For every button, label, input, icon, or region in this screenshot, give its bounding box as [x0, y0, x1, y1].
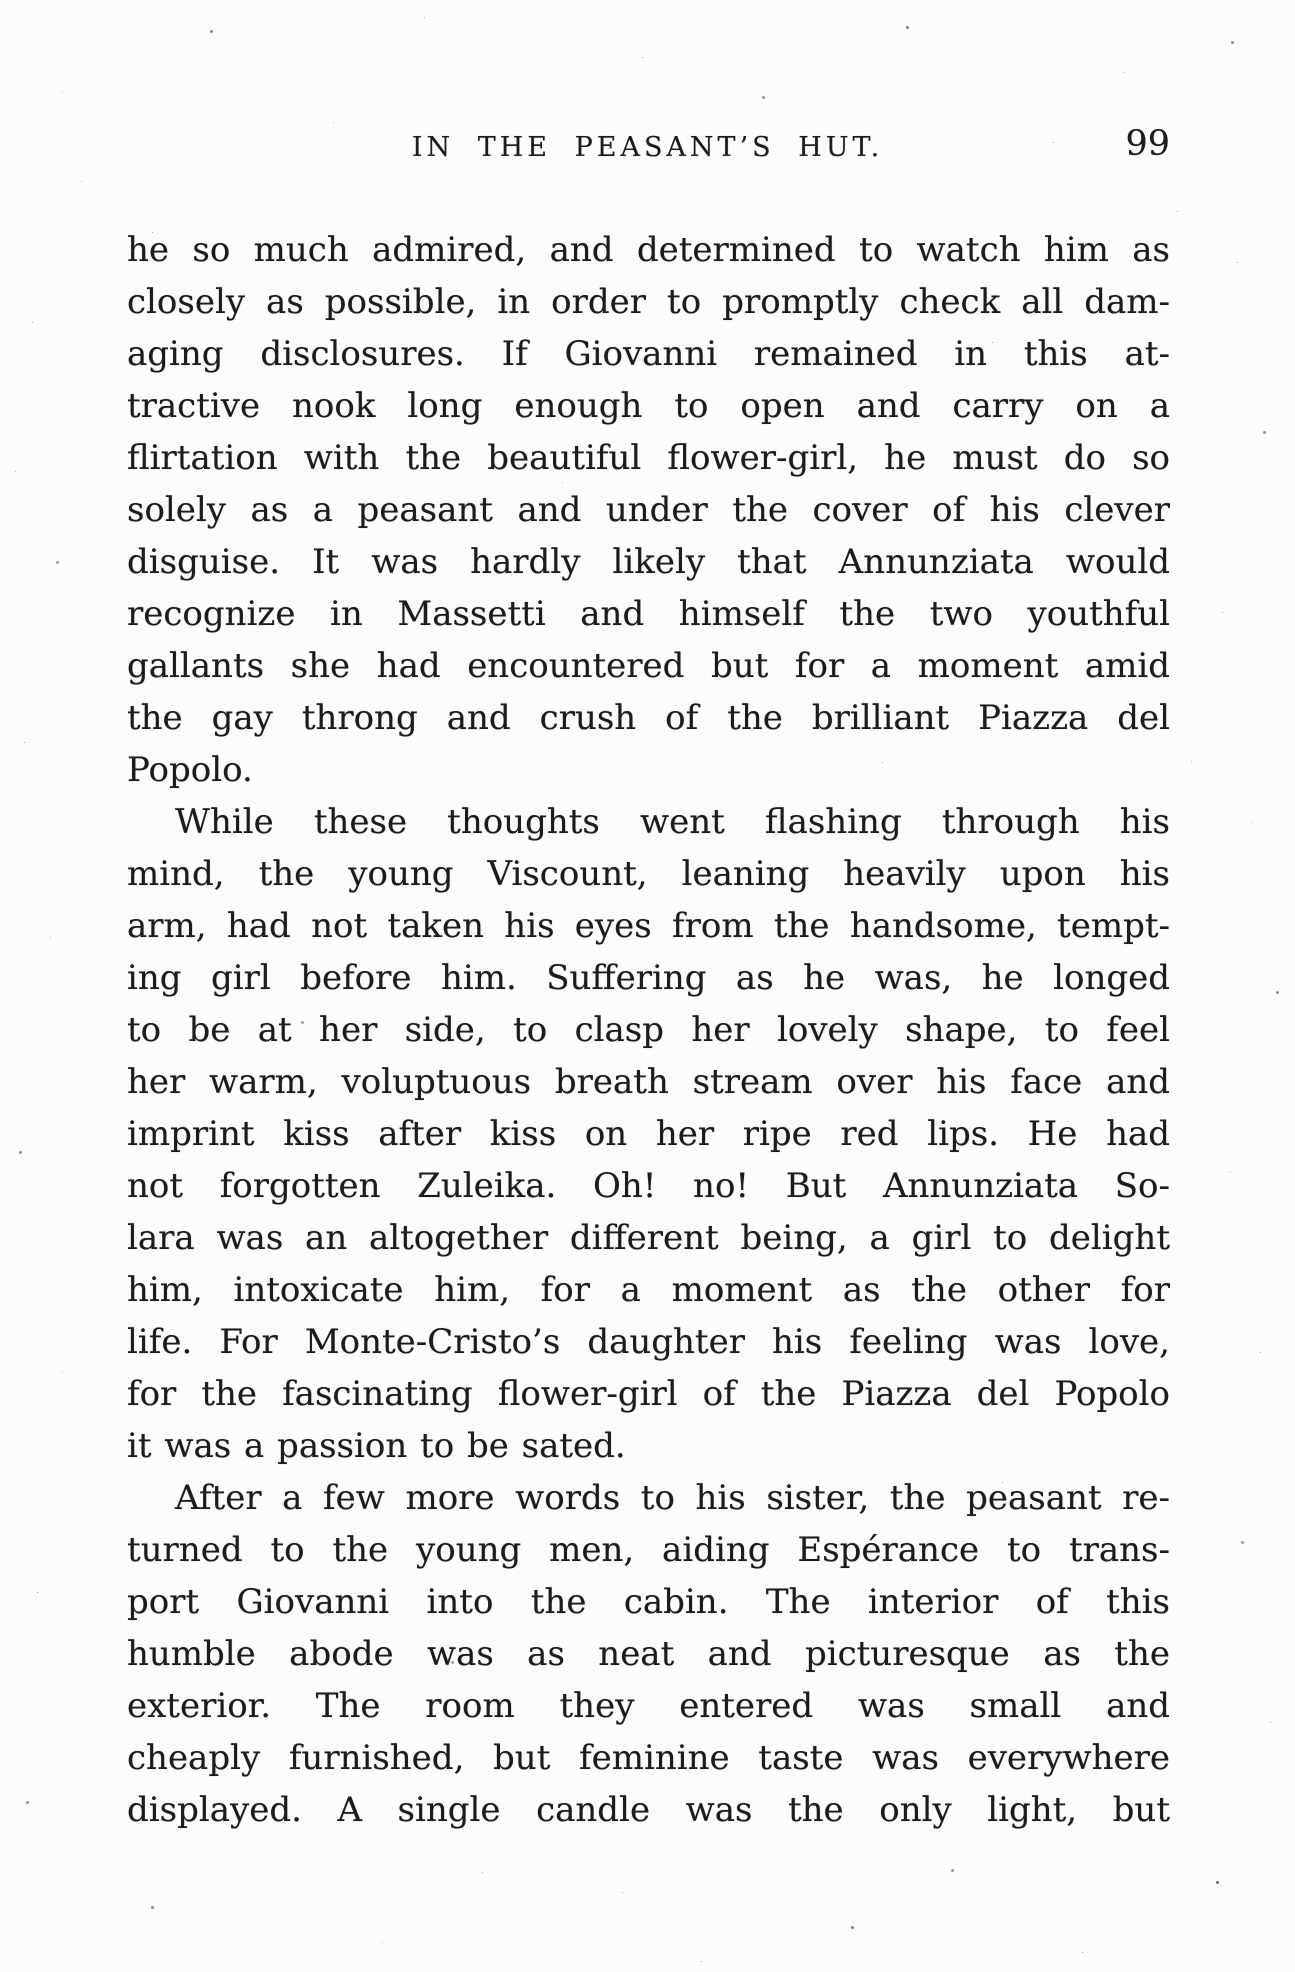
text-line: After a few more words to his sister, the peasant re-	[175, 1478, 1170, 1518]
text-line: her warm, voluptuous breath stream over his face and	[127, 1062, 1170, 1102]
text-line: for the fascinating flower-girl of the Piazza del Popolo	[127, 1374, 1170, 1414]
paragraph	[127, 1472, 1170, 1836]
text-line: Popolo.	[127, 750, 253, 790]
text-line: port Giovanni into the cabin. The interior of this	[127, 1582, 1170, 1622]
text-line: turned to the young men, aiding Espérance to trans-	[127, 1530, 1170, 1570]
text-line: ing girl before him. Suffering as he was, he longed	[127, 958, 1170, 998]
text-line: life. For Monte-Cristo’s daughter his feeling was love,	[127, 1322, 1170, 1362]
text-line: disguise. It was hardly likely that Annunziata would	[127, 542, 1170, 582]
text-line: displayed. A single candle was the only light, but	[127, 1790, 1170, 1830]
page-number: 99	[1125, 124, 1170, 164]
text-line: to be at her side, to clasp her lovely shape, to feel	[127, 1010, 1170, 1050]
text-line: flirtation with the beautiful flower-girl, he must do so	[127, 438, 1170, 478]
text-line: tractive nook long enough to open and carry on a	[127, 386, 1170, 426]
text-line: recognize in Massetti and himself the two youthful	[127, 594, 1170, 634]
paragraph	[127, 796, 1170, 1472]
text-line: him, intoxicate him, for a moment as the other for	[127, 1270, 1170, 1310]
text-line: solely as a peasant and under the cover of his clever	[127, 490, 1170, 530]
text-line: not forgotten Zuleika. Oh! no! But Annunziata So-	[127, 1166, 1170, 1206]
scan-noise-speckles	[0, 0, 3, 3]
running-head: IN THE PEASANT’S HUT.	[411, 132, 884, 163]
text-line: it was a passion to be sated.	[127, 1426, 626, 1466]
text-line: he so much admired, and determined to watch him as	[127, 230, 1170, 270]
text-line: arm, had not taken his eyes from the handsome, tempt-	[127, 906, 1170, 946]
paragraph	[127, 224, 1170, 796]
text-line: gallants she had encountered but for a moment amid	[127, 646, 1170, 686]
page-body	[127, 224, 1170, 1836]
text-line: While these thoughts went flashing through his	[175, 802, 1170, 842]
text-line: humble abode was as neat and picturesque as the	[127, 1634, 1170, 1674]
text-line: mind, the young Viscount, leaning heavily upon his	[127, 854, 1170, 894]
text-line: the gay throng and crush of the brilliant Piazza del	[127, 698, 1170, 738]
text-line: lara was an altogether different being, a girl to delight	[127, 1218, 1170, 1258]
text-line: exterior. The room they entered was small and	[127, 1686, 1170, 1726]
text-line: cheaply furnished, but feminine taste was everywhere	[127, 1738, 1170, 1778]
text-line: imprint kiss after kiss on her ripe red lips. He had	[127, 1114, 1170, 1154]
text-line: aging disclosures. If Giovanni remained in this at-	[127, 334, 1170, 374]
text-line: closely as possible, in order to promptly check all dam-	[127, 282, 1170, 322]
